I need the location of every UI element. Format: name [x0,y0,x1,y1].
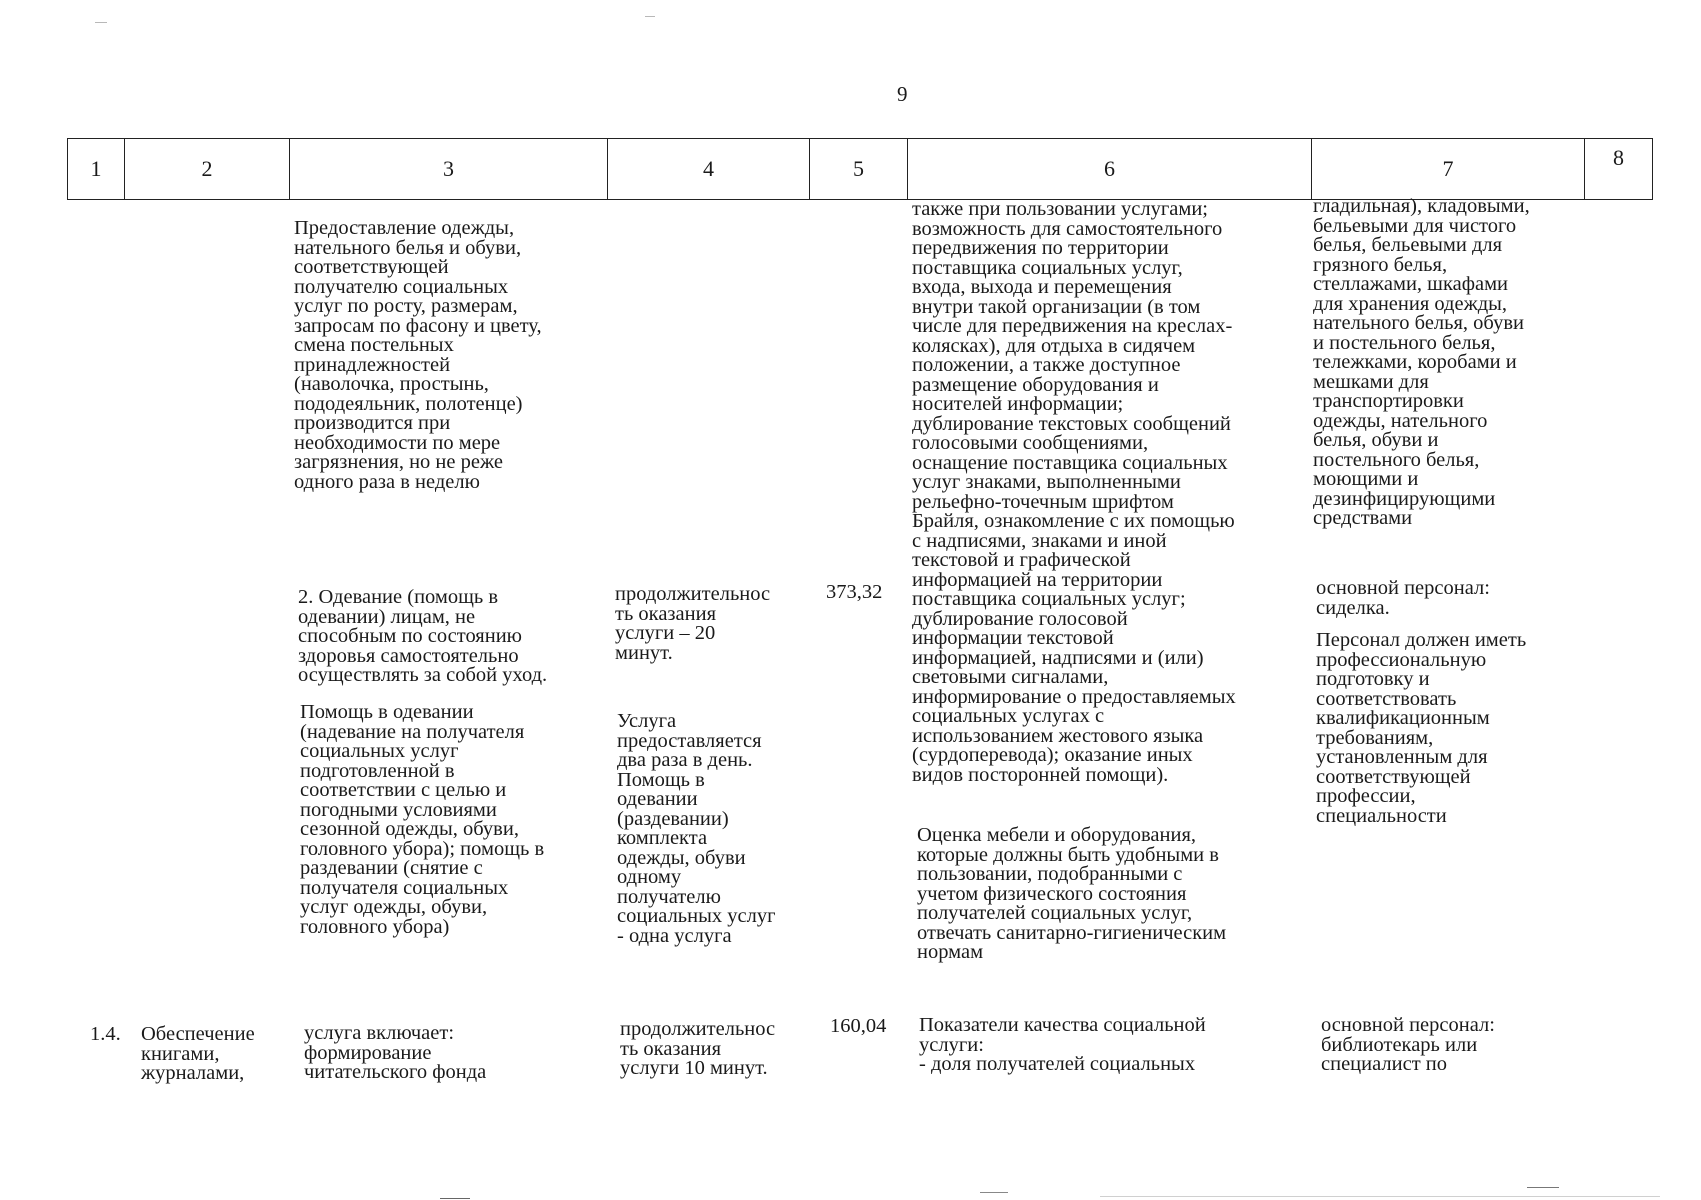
column-header-8: 8 [1613,145,1624,170]
duration-dressing: продолжительнос ть оказания услуги – 20 минут. [615,583,771,664]
row-number-1-4: 1.4. [90,1023,121,1045]
service-description-dressing: Помощь в одевании (надевание на получателя социальных услуг подготовленной в соответствии с целью и погодными условиями сезонной одежды, обуви, головного убора); помощь в раздевании (снятие с получателя социальных услуг одежды, обуви, головного убора) [300,701,545,938]
column-header-3: 3 [290,139,608,199]
frequency-dressing: Услуга предоставляется два раза в день. Помощь в одевании (раздевании) комплекта одежды, обуви одному получателю социальных услуг - одна услуга [617,710,776,947]
scan-mark [1100,1196,1660,1197]
column-header-4: 4 [608,139,810,199]
scan-mark [95,22,107,23]
tariff-books: 160,04 [830,1015,887,1037]
tariff-dressing: 373,32 [826,581,883,603]
staff-qualification-requirements: Персонал должен иметь профессиональную подготовку и соответствовать квалификационным требованиям, установленным для соответствующей профессии, специальности [1316,629,1527,827]
quality-furniture-assessment: Оценка мебели и оборудования, которые должны быть удобными в пользовании, подобранными с учетом физического состояния получателей социальных услуг, отвечать санитарно-гигиеническим нормам [917,824,1227,963]
duration-books: продолжительнос ть оказания услуги 10 минут. [620,1018,776,1079]
scan-mark [440,1198,470,1199]
table-header-row [67,138,1653,200]
service-title-dressing: 2. Одевание (помощь в одевании) лицам, не способным по состоянию здоровья самостоятельно осуществлять за собой уход. [298,586,548,686]
service-description-books: услуга включает: формирование читательского фонда [304,1022,487,1083]
quality-indicators-books: Показатели качества социальной услуги: - доля получателей социальных [919,1014,1206,1075]
service-name-books: Обеспечение книгами, журналами, [141,1023,255,1084]
scan-mark [645,16,655,17]
quality-conditions-text: также при пользовании услугами; возможность для самостоятельного передвижения по территории поставщика социальных услуг, входа, выхода и перемещения внутри такой организации (в том числе для передвижения на креслах- колясках), для отдыха в сидячем положении, а также доступное размещение оборудования и носителей информации; дублирование текстовых сообщений голосовыми сообщениями, оснащение поставщика социальных услуг знаками, выполненными рельефно-точечным шрифтом Брайля, ознакомление с их помощью с надписями, знаками и иной текстовой и графической информацией на территории поставщика социальных услуг; дублирование голосовой информации текстовой информацией, надписями и (или) световыми сигналами, информирование о предоставляемых социальных услугах с использованием жестового языка (сурдоперевода); оказание иных видов посторонней помощи). [912,198,1236,786]
staff-main-personnel: основной персонал: сиделка. [1316,577,1490,619]
page-number: 9 [897,82,908,106]
column-header-6: 6 [908,139,1312,199]
column-header-2: 2 [125,139,290,199]
column-header-5: 5 [810,139,908,199]
column-header-7: 7 [1312,139,1585,199]
scan-mark [1527,1187,1559,1188]
staff-equipment-text: гладильная), кладовыми, бельевыми для чистого белья, бельевыми для грязного белья, стеллажами, шкафами для хранения одежды, нательного белья, обуви и постельного белья, тележками, коробами и мешками для транспортировки одежды, нательного белья, обуви и постельного белья, моющими и дезинфицирующими средствами [1313,195,1530,529]
service-description-clothing: Предоставление одежды, нательного белья и обуви, соответствующей получателю социальных услуг по росту, размерам, запросам по фасону и цвету, смена постельных принадлежностей (наволочка, простынь, пододеяльник, полотенце) производится при необходимости по мере загрязнения, но не реже одного раза в неделю [294,217,542,493]
staff-books: основной персонал: библиотекарь или специалист по [1321,1014,1495,1075]
column-header-1: 1 [68,139,125,199]
scan-mark [980,1192,1008,1193]
